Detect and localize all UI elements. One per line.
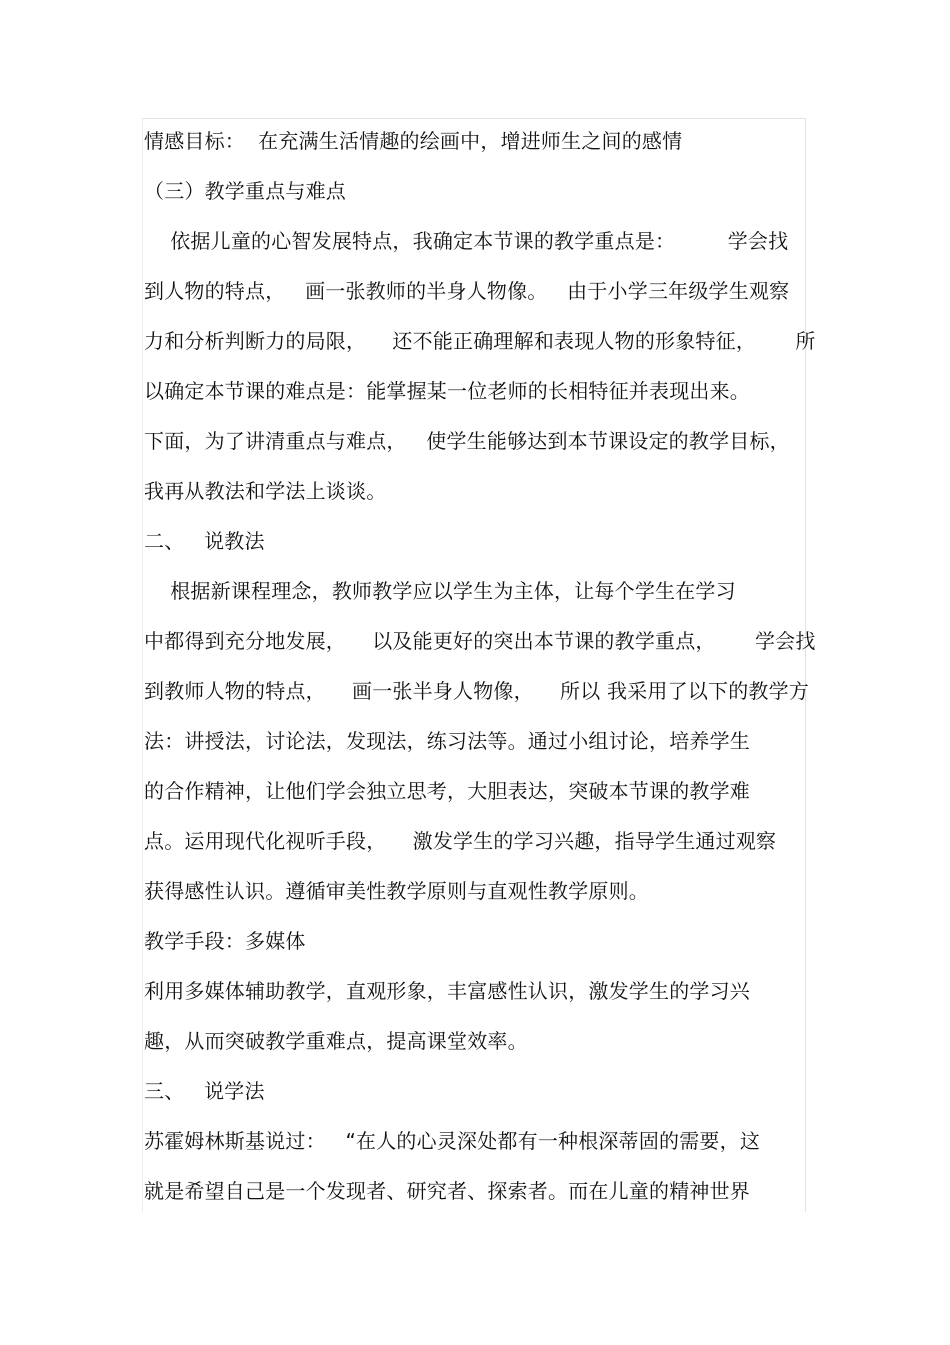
paragraph-line: 下面，为了讲清重点与难点， 使学生能够达到本节课设定的教学目标， [144, 429, 790, 453]
paragraph-line: 获得感性认识。遵循审美性教学原则与直观性教学原则。 [144, 879, 649, 903]
paragraph-line: 法：讲授法，讨论法，发现法，练习法等。通过小组讨论，培养学生 [144, 729, 750, 753]
section-heading-teaching-method: 二、 说教法 [144, 529, 265, 553]
text-line-teaching-means: 教学手段：多媒体 [144, 929, 306, 953]
paragraph-line: 就是希望自己是一个发现者、研究者、探索者。而在儿童的精神世界 [144, 1179, 750, 1203]
paragraph-line: 以确定本节课的难点是：能掌握某一位老师的长相特征并表现出来。 [144, 379, 750, 403]
paragraph-line: 苏霍姆林斯基说过： “在人的心灵深处都有一种根深蒂固的需要，这 [144, 1129, 761, 1153]
paragraph-line: 点。运用现代化视听手段， 激发学生的学习兴趣，指导学生通过观察 [144, 829, 777, 853]
paragraph-line: 依据儿童的心智发展特点，我确定本节课的教学重点是： 学会找 [144, 229, 789, 253]
section-heading-key-points: （三）教学重点与难点 [144, 179, 346, 203]
paragraph-line: 中都得到充分地发展， 以及能更好的突出本节课的教学重点， 学会找 [144, 629, 816, 653]
paragraph-line: 利用多媒体辅助教学，直观形象，丰富感性认识，激发学生的学习兴 [144, 979, 750, 1003]
section-heading-learning-method: 三、 说学法 [144, 1079, 265, 1103]
paragraph-line: 我再从教法和学法上谈谈。 [144, 479, 387, 503]
paragraph-line: 根据新课程理念，教师教学应以学生为主体，让每个学生在学习 [144, 579, 736, 603]
text-line-emotion-goal: 情感目标： 在充满生活情趣的绘画中，增进师生之间的感情 [144, 129, 683, 153]
paragraph-line: 的合作精神，让他们学会独立思考，大胆表达，突破本节课的教学难 [144, 779, 750, 803]
paragraph-line: 到教师人物的特点， 画一张半身人物像， 所以 我采用了以下的教学方 [144, 679, 810, 703]
paragraph-line: 趣，从而突破教学重难点，提高课堂效率。 [144, 1029, 528, 1053]
paragraph-line: 力和分析判断力的局限， 还不能正确理解和表现人物的形象特征， 所 [144, 329, 816, 353]
paragraph-line: 到人物的特点， 画一张教师的半身人物像。 由于小学三年级学生观察 [144, 279, 790, 303]
